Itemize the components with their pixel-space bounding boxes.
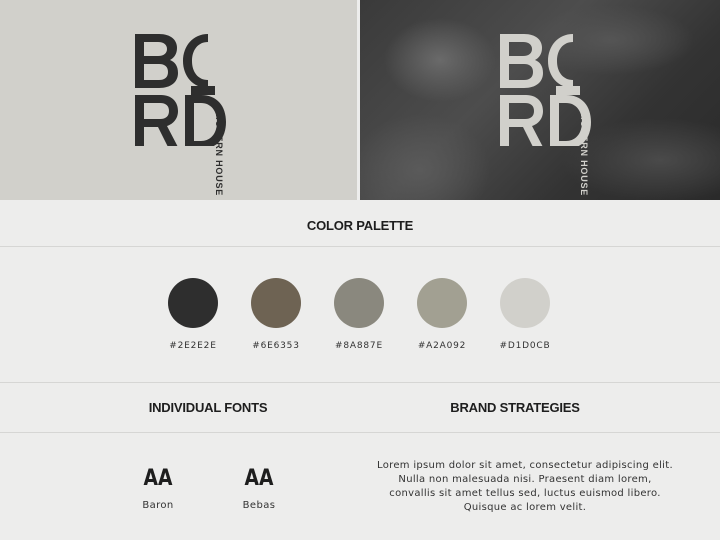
swatch-2 [251, 278, 301, 328]
swatch-hex-1: #2E2E2E [169, 341, 217, 351]
swatch-hex-4: #A2A092 [417, 341, 467, 351]
divider [0, 432, 720, 433]
logo-tagline-light: MODERN HOUSE [579, 112, 589, 197]
color-palette-title: COLOR PALETTE [306, 218, 414, 233]
swatch-3 [334, 278, 384, 328]
divider [0, 246, 720, 247]
brand-strategies-text: Lorem ipsum dolor sit amet, consectetur adipiscing elit. Nulla non malesuada nisi. Praesent diam lorem, convallis sit amet tellus sed, luctus euismod libero. Quisque ac lorem velit. [377, 460, 673, 513]
swatch-4 [417, 278, 467, 328]
swatch-hex-2: #6E6353 [252, 341, 300, 351]
font-name-baron: Baron [142, 500, 174, 511]
divider [0, 382, 720, 383]
swatch-hex-5: #D1D0CB [499, 341, 551, 351]
swatch-1 [168, 278, 218, 328]
font-name-bebas: Bebas [242, 500, 276, 511]
logo-panel-light [0, 0, 357, 200]
logo-showcase [0, 0, 720, 200]
logo-tagline-dark: MODERN HOUSE [214, 112, 224, 197]
bord-logo-light [500, 34, 605, 146]
individual-fonts-title: INDIVIDUAL FONTS [148, 400, 268, 415]
font-sample-bebas: AA [244, 466, 274, 491]
brand-strategies-title: BRAND STRATEGIES [450, 400, 580, 415]
bord-logo-dark [135, 34, 240, 146]
swatch-5 [500, 278, 550, 328]
logo-panel-dark [360, 0, 720, 200]
swatch-hex-3: #8A887E [335, 341, 383, 351]
font-sample-baron: AA [143, 466, 173, 491]
